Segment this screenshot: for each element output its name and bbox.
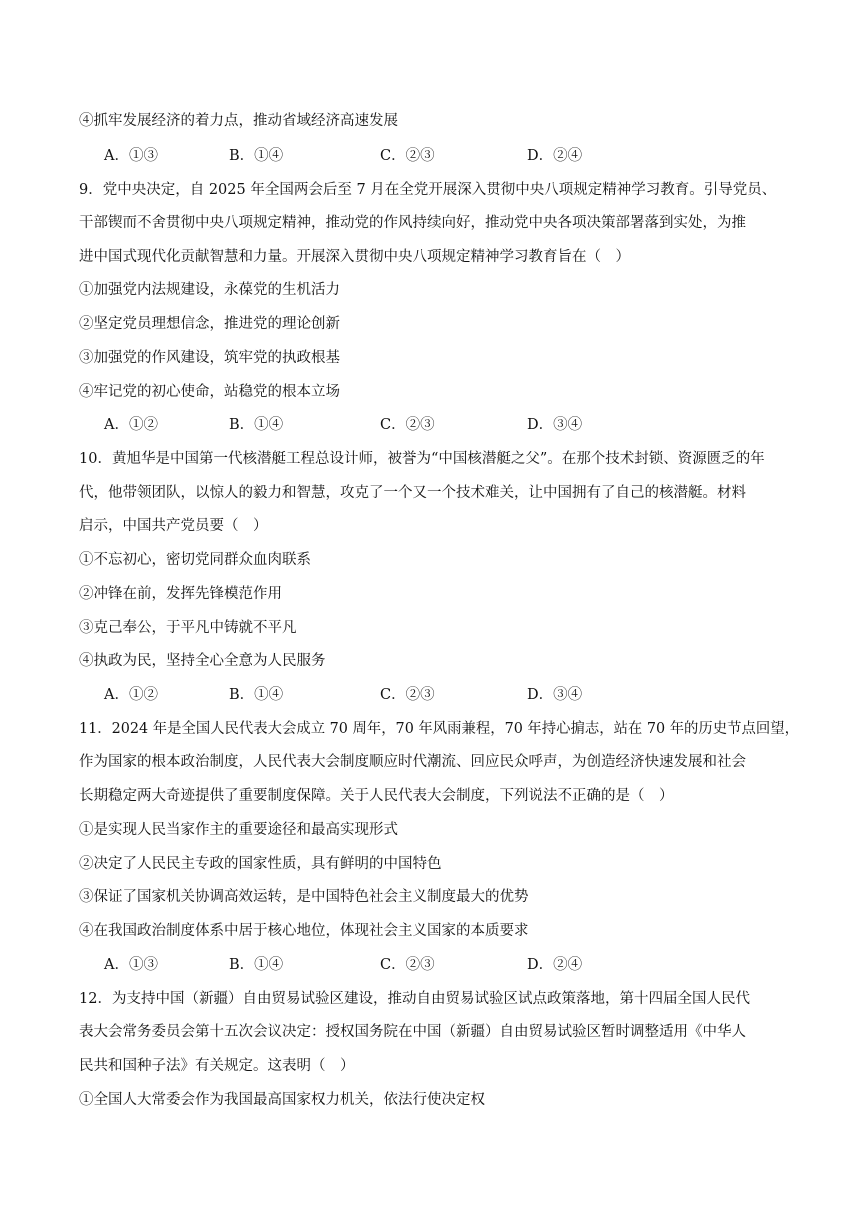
q11-stem-line-3: 长期稳定两大奇迹提供了重要制度保障。关于人民代表大会制度，下列说法不正确的是（ ） (79, 788, 674, 804)
q9-option-a[interactable]: A．①② (104, 417, 158, 433)
q8-options (104, 146, 804, 166)
q10-item-3: ③克己奉公，于平凡中铸就不平凡 (79, 620, 297, 636)
q10-item-2: ②冲锋在前，发挥先锋模范作用 (79, 586, 282, 602)
q8-option-a[interactable]: A．①③ (104, 148, 158, 164)
q10-option-b[interactable]: B．①④ (229, 687, 284, 703)
q11-stem-line-2: 作为国家的根本政治制度，人民代表大会制度顺应时代潮流、回应民众呼声，为创造经济快速发展和社会 (79, 754, 746, 770)
q9-item-1: ①加强党内法规建设，永葆党的生机活力 (79, 282, 340, 298)
q11-option-b[interactable]: B．①④ (229, 957, 284, 973)
q10-option-c[interactable]: C．②③ (380, 687, 435, 703)
q9-options (104, 415, 804, 435)
q12-stem-line-1: 12．为支持中国（新疆）自由贸易试验区建设，推动自由贸易试验区试点政策落地，第十四届全国人民代 (79, 991, 750, 1007)
q10-stem-line-1: 10．黄旭华是中国第一代核潜艇工程总设计师，被誉为“中国核潜艇之父”。在那个技术封锁、资源匮乏的年 (79, 451, 765, 467)
q12-item-1: ①全国人大常委会作为我国最高国家权力机关，依法行使决定权 (79, 1092, 485, 1108)
q10-stem-line-2: 代，他带领团队，以惊人的毅力和智慧，攻克了一个又一个技术难关，让中国拥有了自己的核潜艇。材料 (79, 485, 746, 501)
q9-item-3: ③加强党的作风建设，筑牢党的执政根基 (79, 350, 340, 366)
q9-item-4: ④牢记党的初心使命，站稳党的根本立场 (79, 384, 340, 400)
q9-option-b[interactable]: B．①④ (229, 417, 284, 433)
q12-stem-line-2: 表大会常务委员会第十五次会议决定：授权国务院在中国（新疆）自由贸易试验区暂时调整适用《中华人 (79, 1024, 746, 1040)
q10-stem-line-3: 启示，中国共产党员要（ ） (79, 518, 268, 534)
q10-options (104, 685, 804, 705)
q11-options (104, 955, 804, 975)
q9-option-d[interactable]: D．③④ (527, 417, 583, 433)
q8-option-b[interactable]: B．①④ (229, 148, 284, 164)
q11-option-a[interactable]: A．①③ (104, 957, 158, 973)
q9-item-2: ②坚定党员理想信念，推进党的理论创新 (79, 316, 340, 332)
q9-stem-line-2: 干部锲而不舍贯彻中央八项规定精神，推动党的作风持续向好，推动党中央各项决策部署落到实处，为推 (79, 215, 746, 231)
q12-stem-line-3: 民共和国种子法》有关规定。这表明（ ） (79, 1058, 355, 1074)
q10-item-4: ④执政为民，坚持全心全意为人民服务 (79, 653, 326, 669)
q9-option-c[interactable]: C．②③ (380, 417, 435, 433)
q9-stem-line-1: 9．党中央决定，自 2025 年全国两会后至 7 月在全党开展深入贯彻中央八项规定精神学习教育。引导党员、 (79, 182, 777, 198)
q11-item-1: ①是实现人民当家作主的重要途径和最高实现形式 (79, 822, 398, 838)
q8-option-c[interactable]: C．②③ (380, 148, 435, 164)
q11-item-4: ④在我国政治制度体系中居于核心地位，体现社会主义国家的本质要求 (79, 923, 529, 939)
q11-option-c[interactable]: C．②③ (380, 957, 435, 973)
q8-item-4: ④抓牢发展经济的着力点，推动省域经济高速发展 (79, 113, 398, 129)
q11-stem-line-1: 11．2024 年是全国人民代表大会成立 70 周年，70 年风雨兼程，70 年持心掮志，站在 70 年的历史节点回望， (79, 721, 799, 737)
q9-stem-line-3: 进中国式现代化贡献智慧和力量。开展深入贯彻中央八项规定精神学习教育旨在（ ） (79, 249, 630, 265)
q10-item-1: ①不忘初心，密切党同群众血肉联系 (79, 552, 311, 568)
q8-option-d[interactable]: D．②④ (527, 148, 583, 164)
q10-option-a[interactable]: A．①② (104, 687, 158, 703)
q11-item-3: ③保证了国家机关协调高效运转，是中国特色社会主义制度最大的优势 (79, 889, 529, 905)
q10-option-d[interactable]: D．③④ (527, 687, 583, 703)
q11-option-d[interactable]: D．②④ (527, 957, 583, 973)
q11-item-2: ②决定了人民民主专政的国家性质，具有鲜明的中国特色 (79, 856, 442, 872)
